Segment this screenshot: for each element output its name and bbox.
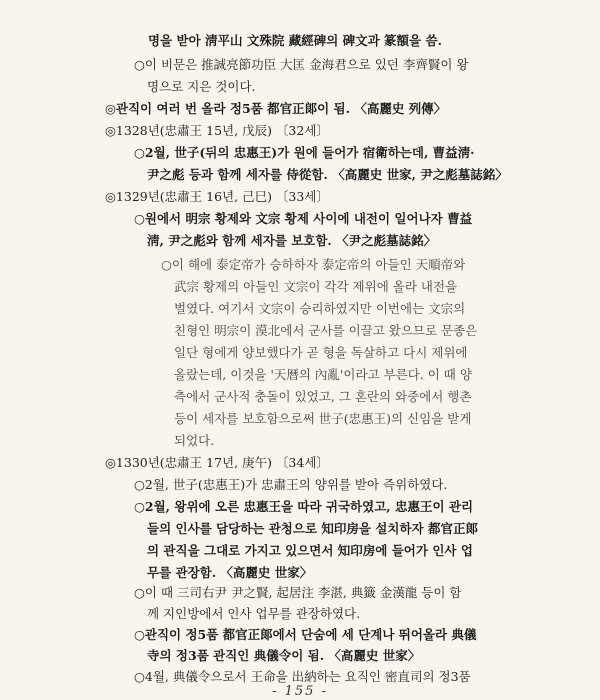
text-line: ◎관직이 여러 번 올라 정5품 都官正郞이 됨. 〈高麗史 列傳〉: [105, 101, 447, 116]
text-line: ○이 해에 泰定帝가 승하하자 泰定帝의 아들인 天順帝와: [161, 257, 466, 272]
text-line: ○2월, 世子(뒤의 忠惠王)가 원에 들어가 宿衛하는데, 曹益淸·: [134, 145, 475, 160]
text-line: 벌였다. 여기서 文宗이 승리하였지만 이번에는 文宗의: [174, 301, 466, 316]
text-line: ○2월, 왕위에 오른 忠惠王을 따라 귀국하였고, 忠惠王이 관리: [134, 499, 474, 514]
text-line: 尹之彪 등과 함께 세자를 侍從함. 〈高麗史 世家, 尹之彪墓誌銘〉: [147, 167, 508, 182]
text-line: ○관직이 정5품 都官正郞에서 단숨에 세 단계나 뛰어올라 典儀: [134, 627, 477, 642]
text-line: 일단 형에게 양보했다가 곧 형을 독살하고 다시 제위에: [174, 345, 468, 360]
text-line: 寺의 정3품 관직인 典儀令이 됨. 〈高麗史 世家〉: [147, 648, 421, 663]
text-line: ○이 비문은 推誠亮節功臣 大匡 金海君으로 있던 李齊賢이 왕: [134, 57, 469, 72]
text-line: ○4월, 典儀令으로서 王命을 出納하는 요직인 密直司의 정3품: [134, 669, 471, 684]
text-line: ◎1328년(忠肅王 15년, 戊辰) 〔32세〕: [105, 123, 329, 138]
text-line: 올랐는데, 이것을 '天曆의 內亂'이라고 부른다. 이 때 양: [174, 367, 472, 382]
text-line: 무를 관장함. 〈高麗史 世家〉: [147, 565, 313, 580]
text-line: 의 관직을 그대로 가지고 있으면서 知印房에 들어가 인사 업: [147, 543, 473, 558]
text-line: 淸, 尹之彪와 함께 세자를 보호함. 〈尹之彪墓誌銘〉: [147, 233, 437, 248]
text-line: ◎1330년(忠肅王 17년, 庚午) 〔34세〕: [105, 455, 329, 470]
text-line: 되었다.: [174, 433, 215, 448]
text-line: 측에서 군사적 충돌이 있었고, 그 혼란의 와중에서 행촌: [174, 389, 472, 404]
text-line: ◎1329년(忠肅王 16년, 己巳) 〔33세〕: [105, 189, 329, 204]
text-line: ○이 때 三司右尹 尹之賢, 起居注 李湛, 典籤 金漢龍 등이 함: [134, 585, 462, 600]
text-line: 등이 세자를 보호함으로써 世子(忠惠王)의 신임을 받게: [174, 411, 472, 426]
text-line: 武宗 황제의 아들인 文宗이 각각 제위에 올라 내전을: [174, 279, 458, 294]
text-line: ○2월, 世子(忠惠王)가 忠肅王의 양위를 받아 즉위하였다.: [134, 477, 448, 492]
text-line: 들의 인사를 담당하는 관청으로 知印房을 설치하자 都官正郞: [147, 521, 478, 536]
text-line: 친형인 明宗이 漠北에서 군사를 이끌고 왔으므로 문종은: [174, 323, 478, 338]
text-line: 명으로 지은 것이다.: [147, 79, 256, 94]
text-line: ○원에서 明宗 황제와 文宗 황제 사이에 내전이 일어나자 曹益: [134, 211, 473, 226]
text-line: 명을 받아 淸平山 文殊院 藏經碑의 碑文과 篆額을 씀.: [148, 33, 442, 48]
text-line: 께 지인방에서 인사 업무를 관장하였다.: [147, 606, 361, 621]
page-number: - 155 -: [272, 684, 328, 699]
